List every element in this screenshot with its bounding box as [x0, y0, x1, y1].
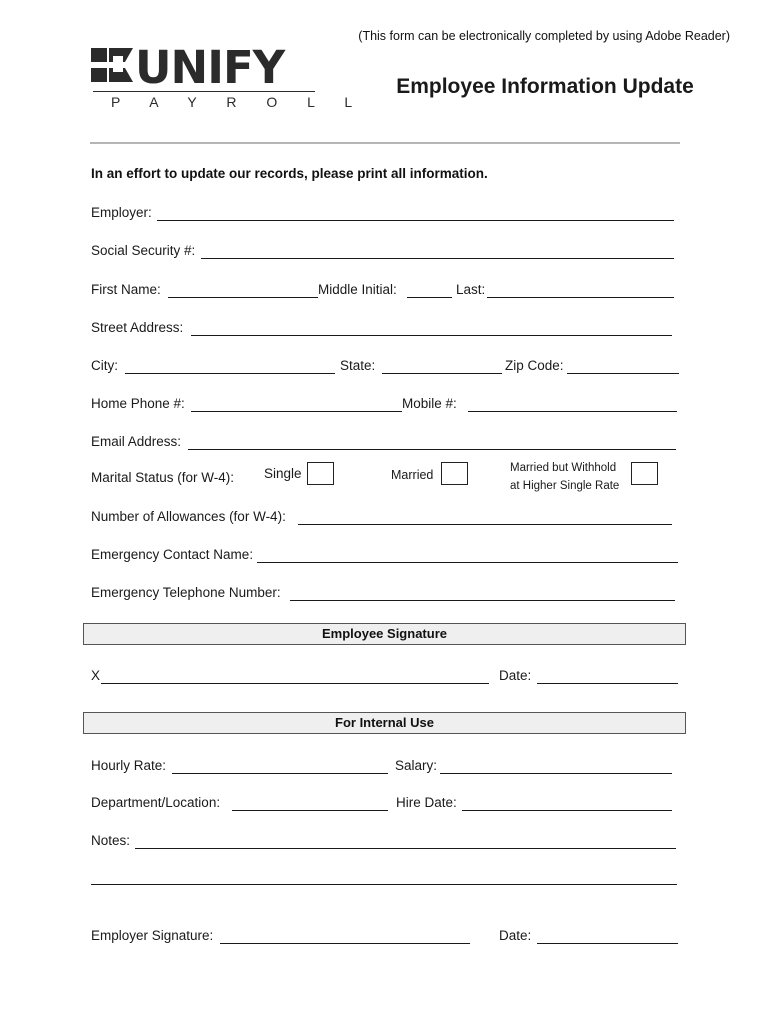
city-label: City: — [91, 358, 118, 373]
employee-date-field[interactable] — [537, 683, 678, 684]
employer-signature-field[interactable] — [220, 943, 470, 944]
rate-salary-row — [91, 756, 681, 776]
notes-row — [91, 831, 681, 851]
single-checkbox[interactable] — [307, 462, 334, 485]
employer-date-field[interactable] — [537, 943, 678, 944]
hourly-rate-label: Hourly Rate: — [91, 758, 167, 773]
ssn-label: Social Security #: — [91, 243, 196, 258]
hire-date-field[interactable] — [462, 810, 672, 811]
married-checkbox[interactable] — [441, 462, 468, 485]
last-name-field[interactable] — [487, 297, 674, 298]
notes-row-2 — [91, 867, 681, 887]
ssn-row — [91, 241, 681, 261]
emergency-phone-row — [91, 583, 681, 603]
middle-initial-label: Middle Initial: — [318, 282, 397, 297]
first-name-field[interactable] — [168, 297, 318, 298]
first-name-label: First Name: — [91, 282, 161, 297]
phone-row — [91, 394, 681, 414]
married-higher-rate-label — [510, 459, 635, 495]
employer-label: Employer: — [91, 205, 152, 220]
employer-row — [91, 203, 681, 223]
last-name-label: Last: — [456, 282, 486, 297]
marital-status-label: Marital Status (for W-4): — [91, 470, 235, 485]
header-divider — [90, 142, 680, 144]
adobe-reader-note: (This form can be electronically completed by using Adobe Reader) — [358, 29, 730, 43]
department-hire-row — [91, 793, 681, 813]
mobile-label: Mobile #: — [402, 396, 457, 411]
name-row — [91, 280, 681, 300]
emergency-contact-name-label: Emergency Contact Name: — [91, 547, 254, 562]
allowances-label: Number of Allowances (for W-4): — [91, 509, 286, 524]
email-address-field[interactable] — [188, 449, 676, 450]
ssn-field[interactable] — [201, 258, 674, 259]
street-address-label: Street Address: — [91, 320, 184, 335]
notes-field-line-2[interactable] — [91, 884, 677, 885]
state-label: State: — [340, 358, 376, 373]
married-option-label: Married — [391, 468, 434, 482]
employer-signature-label: Employer Signature: — [91, 928, 214, 943]
employee-signature-row — [91, 666, 681, 686]
employer-date-label: Date: — [499, 928, 532, 943]
hourly-rate-field[interactable] — [172, 773, 388, 774]
allowances-row — [91, 507, 681, 527]
unify-payroll-logo — [89, 41, 367, 120]
employer-signature-row — [91, 926, 681, 946]
zip-code-field[interactable] — [567, 373, 679, 374]
employer-field[interactable] — [157, 220, 674, 221]
hire-date-label: Hire Date: — [396, 795, 457, 810]
notes-label: Notes: — [91, 833, 131, 848]
logo-underline — [93, 91, 315, 92]
internal-use-header: For Internal Use — [83, 712, 686, 734]
home-phone-field[interactable] — [191, 411, 402, 412]
email-address-label: Email Address: — [91, 434, 182, 449]
emergency-name-row — [91, 545, 681, 565]
employee-signature-field[interactable] — [101, 683, 489, 684]
married-higher-rate-checkbox[interactable] — [631, 462, 658, 485]
zip-code-label: Zip Code: — [505, 358, 564, 373]
emergency-telephone-label: Emergency Telephone Number: — [91, 585, 281, 600]
salary-field[interactable] — [440, 773, 672, 774]
city-field[interactable] — [125, 373, 335, 374]
married-higher-rate-line-2: at Higher Single Rate — [510, 480, 620, 492]
mobile-field[interactable] — [468, 411, 677, 412]
middle-initial-field[interactable] — [407, 297, 452, 298]
employee-signature-header: Employee Signature — [83, 623, 686, 645]
street-row — [91, 318, 681, 338]
notes-field-line-1[interactable] — [135, 848, 676, 849]
logo-subtext: P A Y R O L L — [111, 94, 367, 110]
emergency-telephone-field[interactable] — [290, 600, 675, 601]
logo-text: UNIFY — [135, 41, 285, 94]
email-row — [91, 432, 681, 452]
department-location-label: Department/Location: — [91, 795, 221, 810]
street-address-field[interactable] — [191, 335, 672, 336]
allowances-field[interactable] — [298, 524, 672, 525]
department-location-field[interactable] — [232, 810, 388, 811]
salary-label: Salary: — [395, 758, 438, 773]
employee-date-label: Date: — [499, 668, 532, 683]
signature-x-mark: X — [91, 668, 101, 683]
form-title: Employee Information Update — [396, 75, 694, 98]
home-phone-label: Home Phone #: — [91, 396, 185, 411]
state-field[interactable] — [382, 373, 502, 374]
city-state-zip-row — [91, 356, 681, 376]
instructions: In an effort to update our records, please print all information. — [91, 166, 488, 181]
married-higher-rate-line-1: Married but Withhold — [510, 462, 617, 474]
emergency-contact-name-field[interactable] — [257, 562, 678, 563]
single-option-label: Single — [264, 466, 302, 481]
